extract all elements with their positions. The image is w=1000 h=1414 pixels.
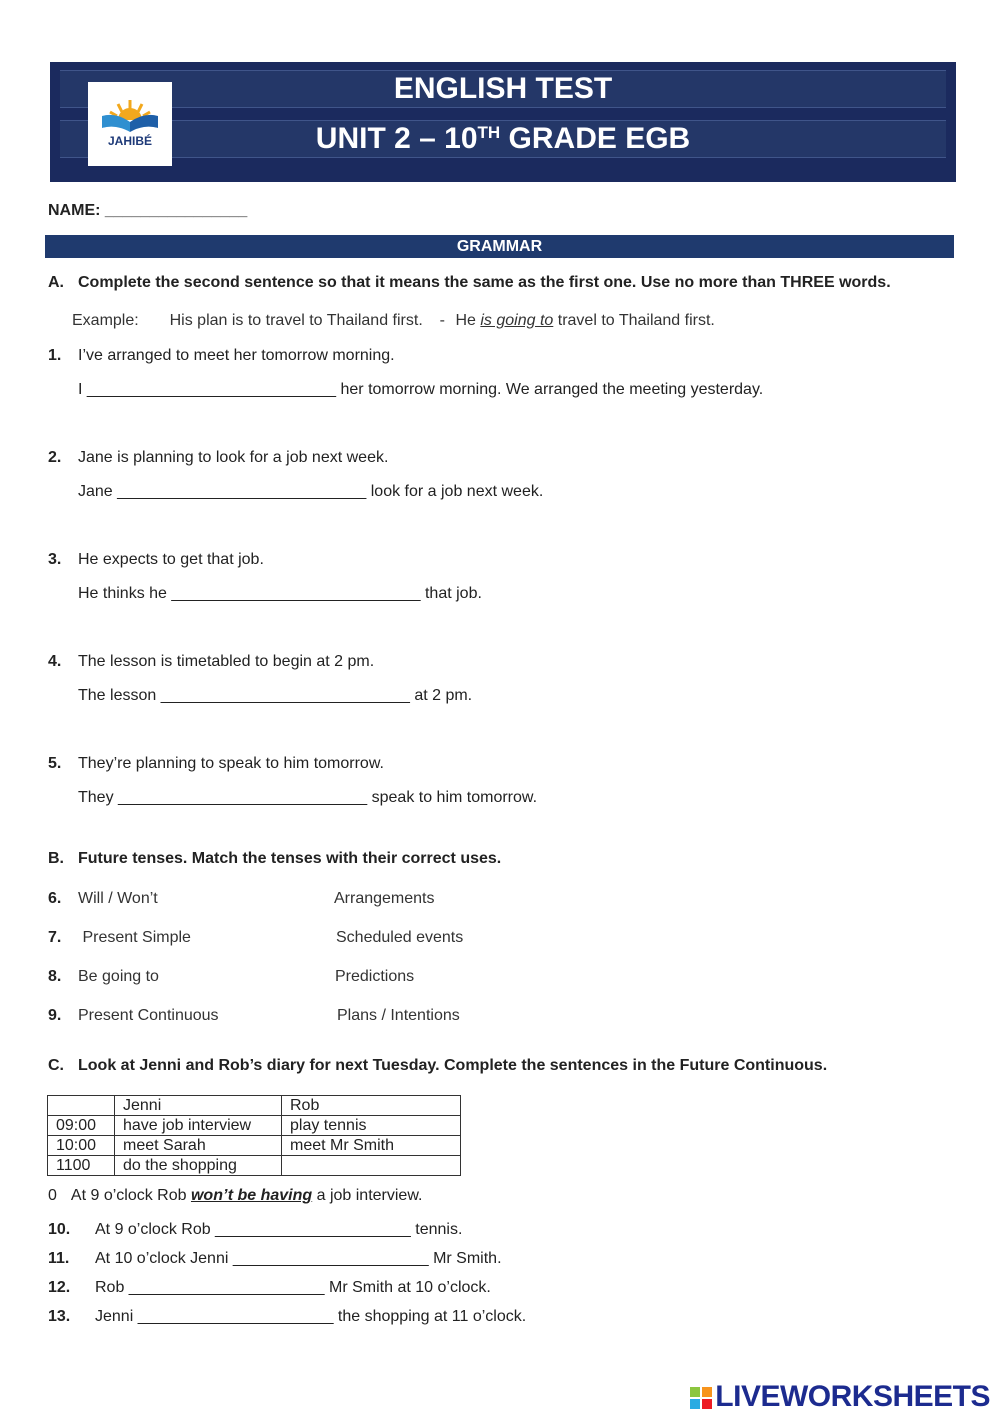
answer-line[interactable]: Rob ______________________ Mr Smith at 10 o’clock.	[95, 1279, 491, 1296]
header-subtitle-band	[60, 120, 946, 158]
section-c-instruction: Look at Jenni and Rob’s diary for next Tuesday. Complete the sentences in the Future Continuous.	[78, 1057, 828, 1074]
table-cell	[282, 1156, 461, 1176]
diary-table	[47, 1095, 461, 1176]
question-prompt: The lesson is timetabled to begin at 2 pm.	[78, 653, 375, 670]
question-prompt: He expects to get that job.	[78, 551, 264, 568]
table-row	[48, 1116, 461, 1136]
answer-line[interactable]: The lesson ____________________________ at 2 pm.	[78, 687, 473, 704]
grammar-section-bar: GRAMMAR	[45, 235, 954, 258]
answer-line[interactable]: At 9 o’clock Rob ______________________ tennis.	[95, 1221, 463, 1238]
table-cell: 09:00	[48, 1116, 115, 1136]
header-title-band	[60, 70, 946, 108]
section-a-instruction: Complete the second sentence so that it means the same as the first one. Use no more than THREE words.	[78, 274, 891, 291]
section-a-letter: A.	[48, 274, 64, 291]
tense-label[interactable]: Will / Won’t	[78, 890, 158, 907]
section-b-heading: B. Future tenses. Match the tenses with their correct uses.	[48, 850, 502, 867]
table-cell: meet Mr Smith	[282, 1136, 461, 1156]
watermark-text: LIVEWORKSHEETS	[715, 1380, 990, 1413]
table-header-row	[48, 1096, 461, 1116]
use-label[interactable]: Predictions	[335, 968, 415, 985]
name-field[interactable]: NAME: ________________	[48, 202, 248, 219]
example-text: His plan is to travel to Thailand first.	[169, 312, 423, 329]
table-cell: do the shopping	[115, 1156, 282, 1176]
section-a-heading	[48, 274, 891, 292]
answer-line[interactable]: Jane ____________________________ look for a job next week.	[78, 483, 544, 500]
use-label[interactable]: Plans / Intentions	[337, 1007, 460, 1024]
test-header	[50, 62, 956, 182]
table-header-cell	[48, 1096, 115, 1116]
answer-line[interactable]: At 10 o’clock Jenni ______________________ Mr Smith.	[95, 1250, 502, 1267]
answer-line[interactable]: I ____________________________ her tomorrow morning. We arranged the meeting yesterday.	[78, 381, 764, 398]
table-header-cell: Rob	[282, 1096, 461, 1116]
table-cell: play tennis	[282, 1116, 461, 1136]
table-cell: 1100	[48, 1156, 115, 1176]
table-cell: meet Sarah	[115, 1136, 282, 1156]
test-subtitle: UNIT 2 – 10TH GRADE EGB	[315, 122, 691, 155]
example-answer: won’t be having	[190, 1187, 313, 1204]
use-label[interactable]: Arrangements	[334, 890, 435, 907]
table-row	[48, 1136, 461, 1156]
tense-label[interactable]: Be going to	[78, 968, 159, 985]
tense-label[interactable]: Present Continuous	[78, 1007, 219, 1024]
example-answer: is going to	[480, 312, 554, 329]
table-header-cell: Jenni	[115, 1096, 282, 1116]
book-sun-icon	[88, 82, 172, 166]
example-dash: -	[439, 312, 445, 329]
liveworksheets-logo-icon	[689, 1386, 713, 1410]
table-cell: 10:00	[48, 1136, 115, 1156]
use-label[interactable]: Scheduled events	[336, 929, 464, 946]
table-row	[48, 1156, 461, 1176]
logo-text: JAHIBÉ	[107, 134, 152, 148]
section-b-instruction: Future tenses. Match the tenses with their correct uses.	[78, 850, 502, 867]
school-logo	[88, 82, 172, 166]
section-c-heading: C. Look at Jenni and Rob’s diary for next Tuesday. Complete the sentences in the Future Continuous.	[48, 1057, 828, 1074]
section-a-example: Example: His plan is to travel to Thailand first. - He is going to travel to Thailand first.	[72, 312, 715, 329]
tense-label[interactable]: Present Simple	[78, 929, 191, 946]
question-prompt: I’ve arranged to meet her tomorrow morning.	[78, 347, 395, 364]
table-cell: have job interview	[115, 1116, 282, 1136]
section-c-example: 0 At 9 o’clock Rob won’t be having a job interview.	[48, 1187, 423, 1204]
test-title: ENGLISH TEST	[393, 72, 613, 105]
question-prompt: They’re planning to speak to him tomorrow.	[78, 755, 384, 772]
example-label: Example:	[72, 312, 139, 329]
answer-line[interactable]: They ____________________________ speak to him tomorrow.	[78, 789, 538, 806]
answer-line[interactable]: Jenni ______________________ the shopping at 11 o’clock.	[95, 1308, 527, 1325]
question-prompt: Jane is planning to look for a job next week.	[78, 449, 389, 466]
liveworksheets-watermark	[689, 1380, 990, 1414]
answer-line[interactable]: He thinks he ____________________________ that job.	[78, 585, 482, 602]
